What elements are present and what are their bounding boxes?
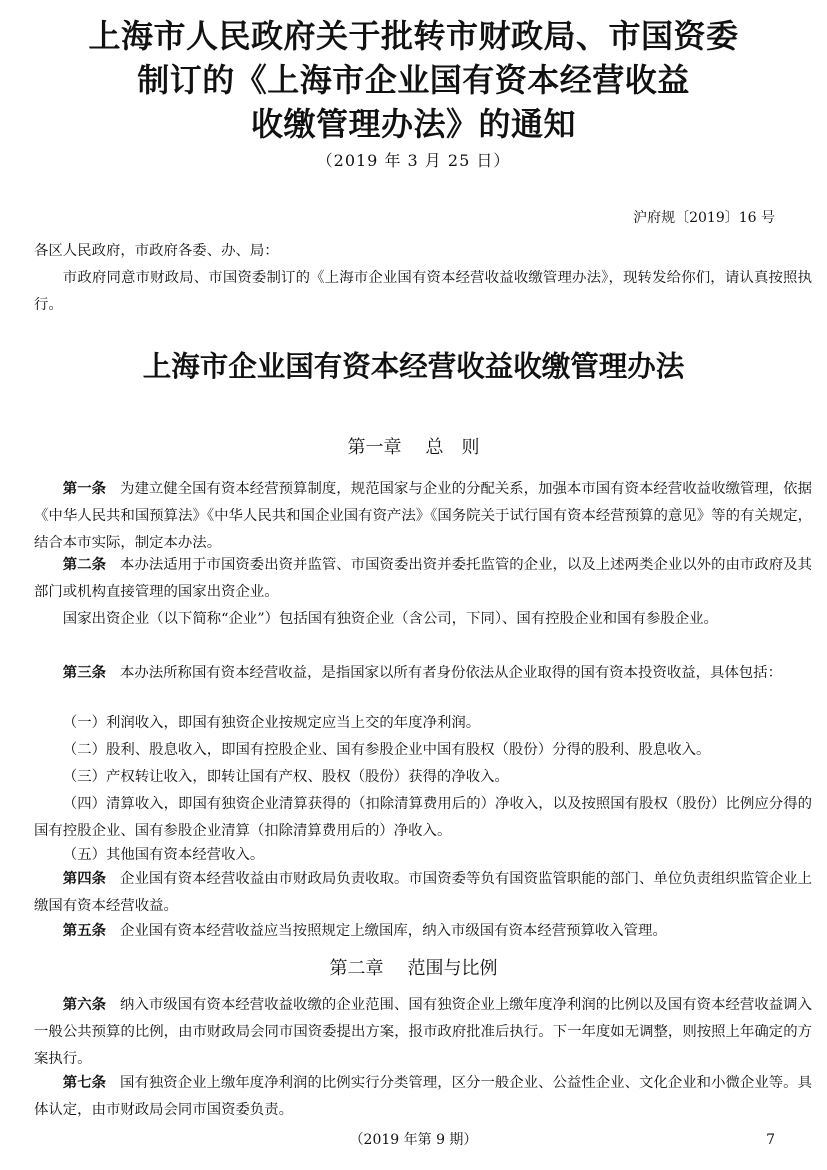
article-heading: 第六条 [62,997,107,1013]
article-5 [34,918,812,945]
article-3-item: （一）利润收入，即国有独资企业按规定应当上交的年度净利润。 [62,715,481,731]
notice-body: 市政府同意市财政局、市国资委制订的《上海市企业国有资本经营收益收缴管理办法》，现转发给你们，请认真按照执行。 [34,270,812,314]
article-1 [34,476,812,558]
article-heading: 第一条 [62,481,107,497]
article-heading: 第三条 [62,665,106,681]
article-text: 纳入市级国有资本经营收益收缴的企业范围、国有独资企业上缴年度净利润的比例以及国有资本经营收益调入一般公共预算的比例，由市财政局会同市国资委提出方案，报市政府批准后执行。下一年度如无调整，则按照上年确定的方案执行。 [34,997,812,1068]
page-number: 7 [766,1132,775,1148]
title-line: 收缴管理办法》的通知 [250,105,576,143]
article-text: 本办法所称国有资本经营收益，是指国家以所有者身份依法从企业取得的国有资本投资收益，具体包括： [119,665,782,681]
article-3-item: （四）清算收入，即国有独资企业清算获得的（扣除清算费用后的）净收入，以及按照国有股权（股份）比例应分得的国有控股企业、国有参股企业清算（扣除清算费用后的）净收入。 [34,796,812,840]
article-text: 为建立健全国有资本经营预算制度，规范国家与企业的分配关系，加强本市国有资本经营收益收缴管理，依据《中华人民共和国预算法》《中华人民共和国企业国有资产法》《国务院关于试行国有资本经营预算的意见》等的有关规定，结合本市实际，制定本办法。 [34,481,812,552]
article-3-item: （三）产权转让收入，即转让国有产权、股权（股份）获得的净收入。 [62,769,509,785]
article-heading: 第七条 [62,1075,107,1091]
article-text: 本办法适用于市国资委出资并监管、市国资委出资并委托监管的企业，以及上述两类企业以外的由市政府及其部门或机构直接管理的国家出资企业。 [34,557,812,601]
addressee: 各区人民政府，市政府各委、办、局： [34,243,279,259]
article-heading: 第五条 [62,923,106,939]
measures-title: 上海市企业国有资本经营收益收缴管理办法 [142,350,685,383]
article-3-item: （二）股利、股息收入，即国有控股企业、国有参股企业中国有股权（股份）分得的股利、股息收入。 [62,742,711,758]
article-2 [34,552,812,606]
article-text: 企业国有资本经营收益应当按照规定上缴国库，纳入市级国有资本经营预算收入管理。 [119,923,667,939]
title-line: 制订的《上海市企业国有资本经营收益 [137,61,690,99]
chapter-name: 范围与比例 [407,958,498,979]
chapter-name: 总 则 [425,437,480,458]
chapter-label: 第一章 [347,437,402,458]
article-2-paragraph-2: 国家出资企业（以下简称“企业”）包括国有独资企业（含公司，下同）、国有控股企业和国有参股企业。 [62,611,718,627]
issue-date: （2019 年 3 月 25 日） [316,151,511,170]
document-number: 沪府规〔2019〕16 号 [633,210,775,226]
footer-issue: （2019 年第 9 期） [349,1132,478,1148]
chapter-heading [0,435,827,461]
notice-title [30,14,797,146]
article-7 [34,1070,812,1124]
article-heading: 第四条 [62,871,107,887]
article-3-item: （五）其他国有资本经营收入。 [62,847,265,863]
chapter-label: 第二章 [329,958,384,979]
article-4 [34,866,812,920]
article-heading: 第二条 [62,557,107,573]
chapter-heading [0,956,827,982]
article-3 [34,660,812,687]
article-text: 企业国有资本经营收益由市财政局负责收取。市国资委等负有国资监管职能的部门、单位负责组织监管企业上缴国有资本经营收益。 [34,871,812,915]
article-text: 国有独资企业上缴年度净利润的比例实行分类管理，区分一般企业、公益性企业、文化企业和小微企业等。具体认定，由市财政局会同市国资委负责。 [34,1075,812,1119]
article-6 [34,992,812,1074]
title-line: 上海市人民政府关于批转市财政局、市国资委 [88,17,739,55]
